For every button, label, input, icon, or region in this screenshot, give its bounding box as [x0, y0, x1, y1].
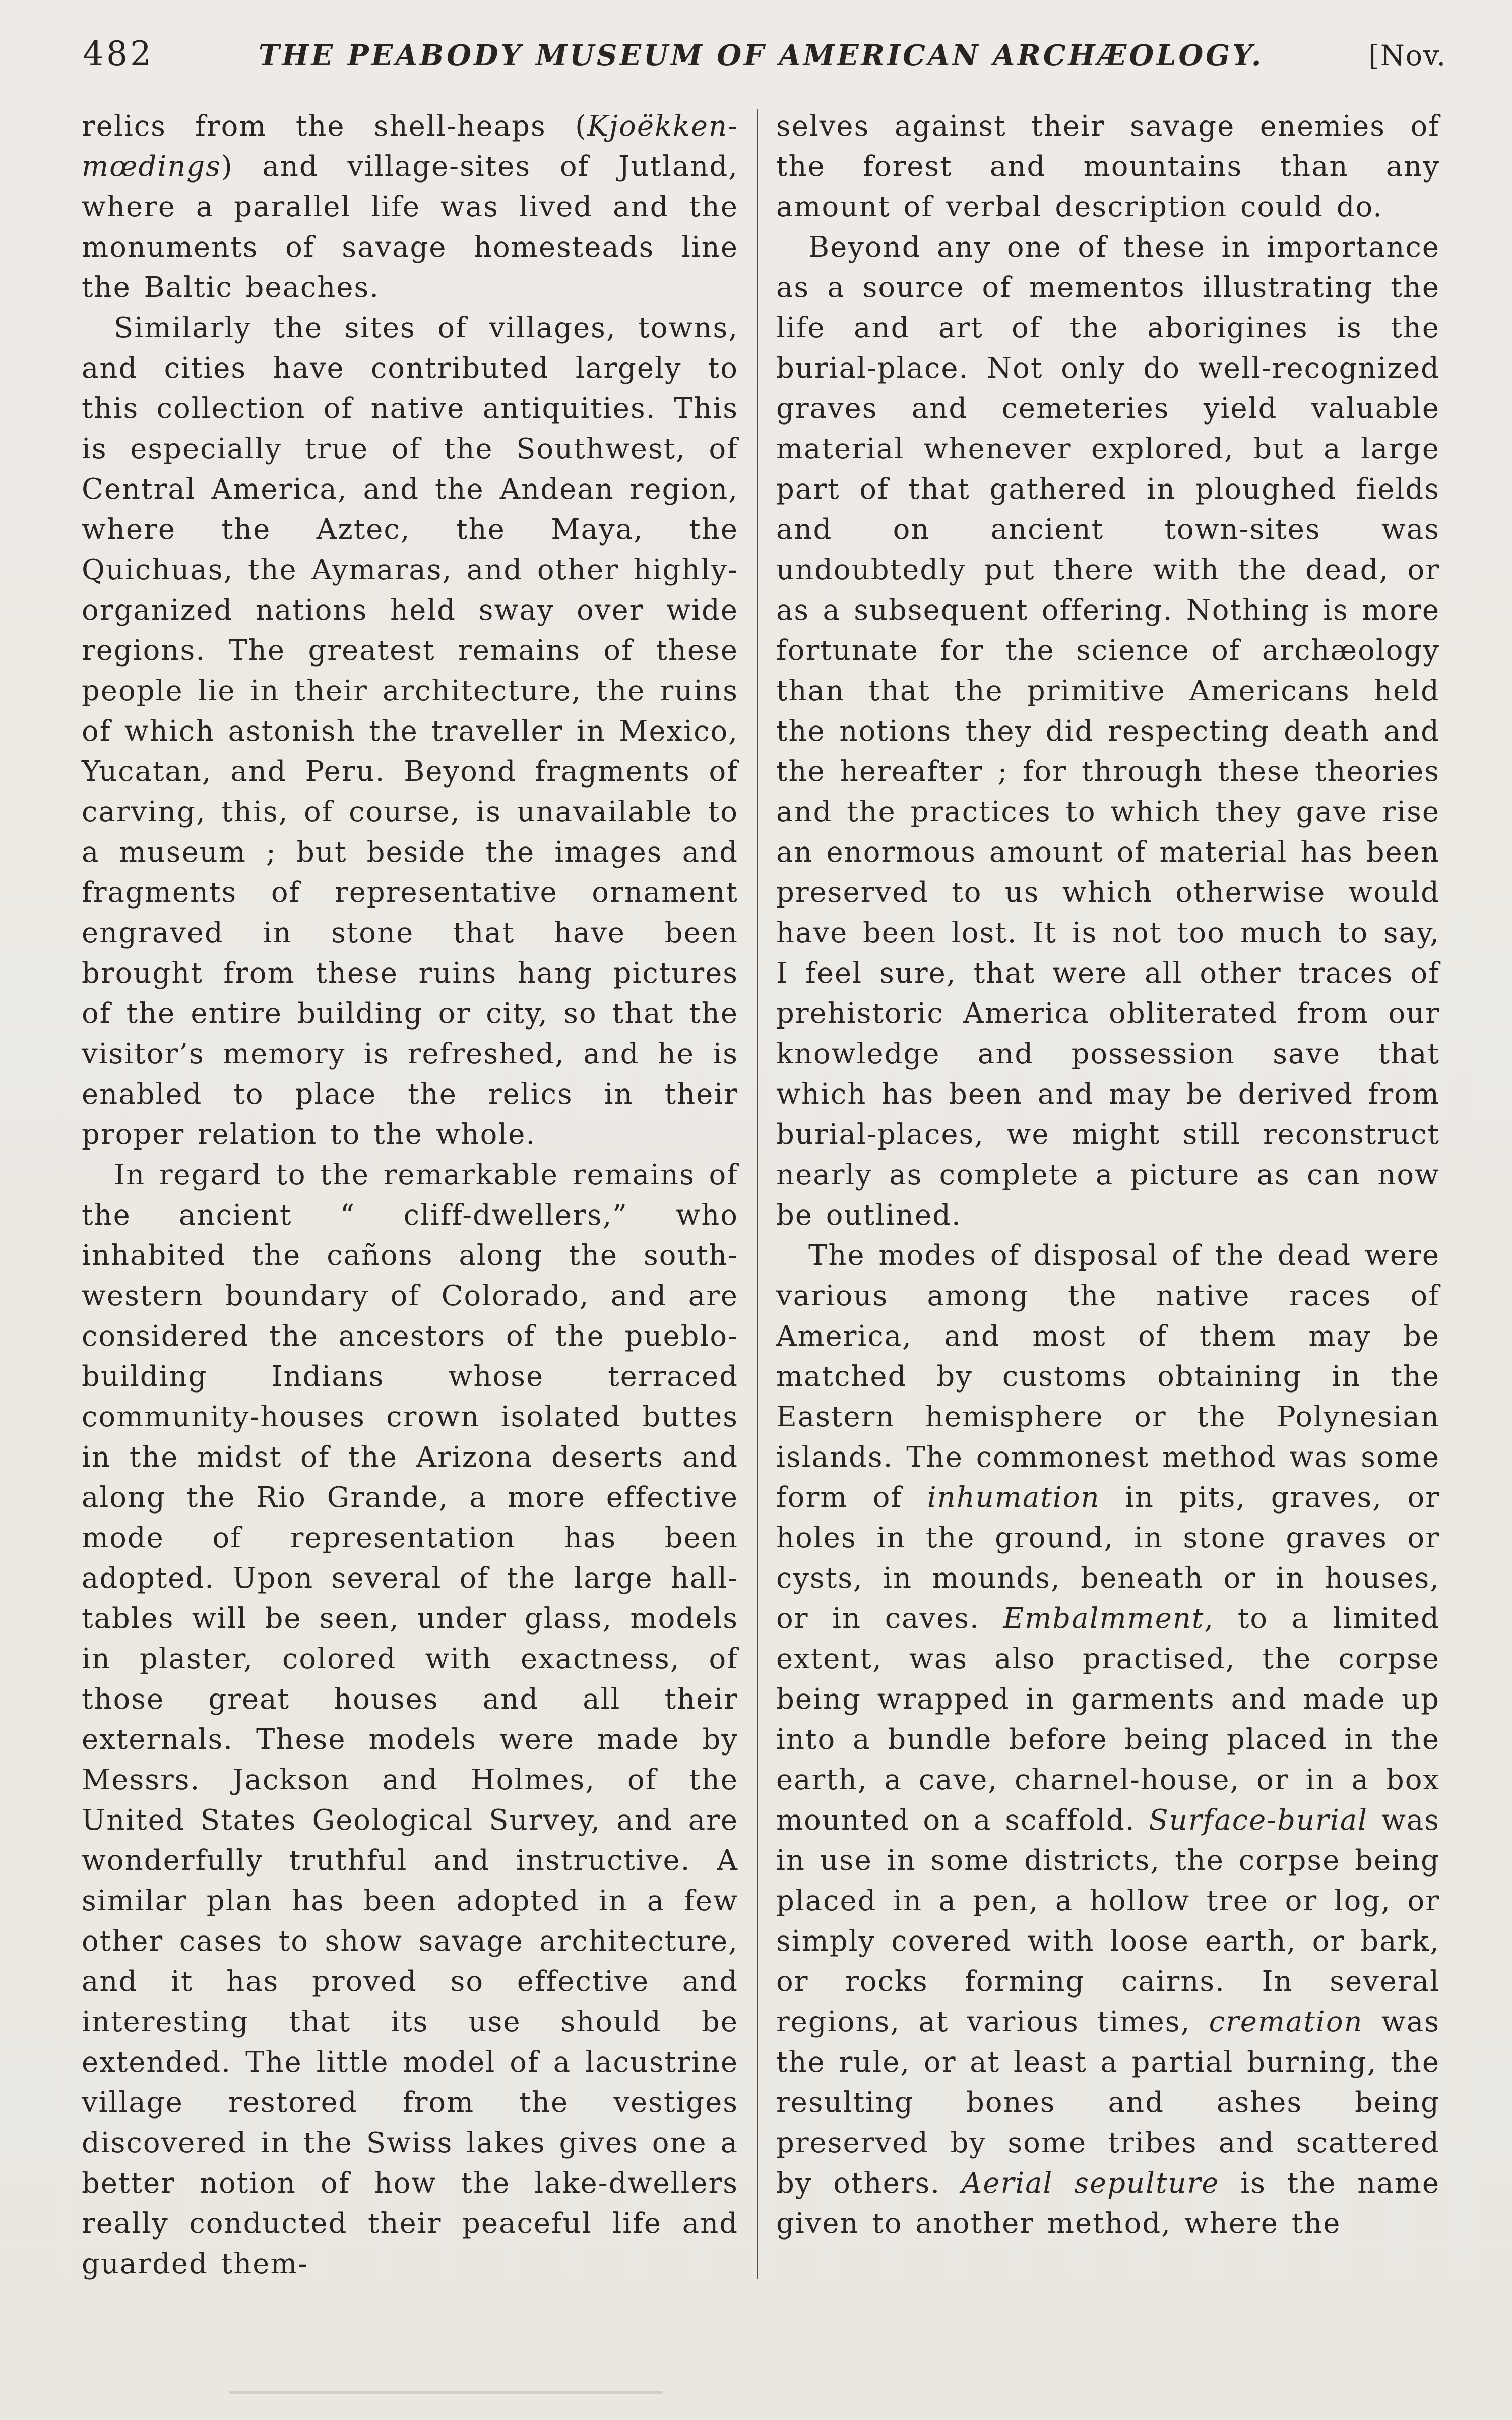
text-columns — [82, 106, 1447, 2284]
body-text: was the rule, or at least a partial burning, the resulting bones and ashes being preserved by some tribes and scattered by others. — [776, 2006, 1440, 2200]
running-title: THE PEABODY MUSEUM OF AMERICAN ARCHÆOLOGY. — [258, 39, 1264, 72]
body-text: Similarly the sites of villages, towns, and cities have contributed largely to this collection of native antiquities. This is especially true of the Southwest, of Central America, and the Andean region, where the Aztec, the Maya, the Quichuas, the Aymaras, and other highly-organized nations held sway over wide regions. The greatest remains of these people lie in their architecture, the ruins of which astonish the traveller in Mexico, Yucatan, and Peru. Beyond fragments of carving, this, of course, is unavailable to a museum ; but beside the images and fragments of representative ornament engraved in stone that have been brought from these ruins hang pictures of the entire building or city, so that the visitor’s memory is refreshed, and he is enabled to place the relics in their proper relation to the whole. — [82, 312, 738, 1151]
page-header — [82, 34, 1447, 73]
italic-term: Embalmment — [1003, 1602, 1205, 1635]
italic-term: Kjoëkken-mœdings — [82, 110, 738, 183]
paragraph — [776, 106, 1440, 227]
page-number: 482 — [83, 34, 154, 73]
column-divider — [757, 109, 758, 2279]
body-text: The modes of disposal of the dead were various among the native races of America, and most of them may be matched by customs obtaining in the Eastern hemisphere or the Polynesian islands. The commonest method was some form of — [776, 1239, 1440, 1514]
body-text: is the name given to another method, where the — [776, 2167, 1440, 2240]
body-text: in pits, graves, or holes in the ground, in stone graves or cysts, in mounds, beneath or in houses, or in caves. — [776, 1481, 1440, 1635]
paragraph — [82, 106, 738, 308]
body-text: was in use in some districts, the corpse being placed in a pen, a hollow tree or log, or simply covered with loose earth, or bark, or rocks forming cairns. In several regions, at various times, — [776, 1804, 1440, 2038]
italic-term: Aerial sepulture — [961, 2167, 1220, 2200]
italic-term: inhumation — [927, 1481, 1100, 1514]
body-text: selves against their savage enemies of the forest and mountains than any amount of verbal description could do. — [776, 110, 1440, 223]
paragraph — [776, 227, 1440, 1236]
body-text: relics from the shell-heaps ( — [82, 110, 587, 143]
italic-term: cremation — [1209, 2006, 1363, 2038]
left-column — [82, 106, 738, 2284]
paragraph — [82, 308, 738, 1155]
body-text: Beyond any one of these in importance as a source of mementos illustrating the life and art of the aborigines is the burial-place. Not only do well-recognized graves and cemeteries yield valuable material whenever explored, but a large part of that gathered in ploughed fields and on ancient town-sites was undoubtedly put there with the dead, or as a subsequent offering. Nothing is more fortunate for the science of archæology than that the primitive Americans held the notions they did respecting death and the hereafter ; for through these theories and the practices to which they gave rise an enormous amount of material has been preserved to us which otherwise would have been lost. It is not too much to say, I feel sure, that were all other traces of prehistoric America obliterated from our knowledge and possession save that which has been and may be derived from burial-places, we might still reconstruct nearly as complete a picture as can now be outlined. — [776, 231, 1440, 1232]
paragraph — [776, 1236, 1440, 2244]
paragraph — [82, 1155, 738, 2284]
body-text: In regard to the remarkable remains of the ancient “ cliff-dwellers,” who inhabited the cañons along the south-western boundary of Colorado, and are considered the ancestors of the pueblo-building Indians whose terraced community-houses crown isolated buttes in the midst of the Arizona deserts and along the Rio Grande, a more effective mode of representation has been adopted. Upon several of the large hall-tables will be seen, under glass, models in plaster, colored with exactness, of those great houses and all their externals. These models were made by Messrs. Jackson and Holmes, of the United States Geological Survey, and are wonderfully truthful and instructive. A similar plan has been adopted in a few other cases to show savage architecture, and it has proved so effective and interesting that its use should be extended. The little model of a lacustrine village restored from the vestiges discovered in the Swiss lakes gives one a better notion of how the lake-dwellers really conducted their peaceful life and guarded them- — [82, 1159, 738, 2280]
right-column — [776, 106, 1440, 2284]
scan-artifact — [229, 2391, 663, 2394]
body-text: ) and village-sites of Jutland, where a parallel life was lived and the monuments of savage homesteads line the Baltic beaches. — [82, 150, 738, 304]
italic-term: Surface-burial — [1149, 1804, 1368, 1837]
issue-date: [Nov. — [1368, 39, 1446, 72]
body-text: , to a limited extent, was also practised, the corpse being wrapped in garments and made up into a bundle before being placed in the earth, a cave, charnel-house, or in a box mounted on a scaffold. — [776, 1602, 1440, 1837]
